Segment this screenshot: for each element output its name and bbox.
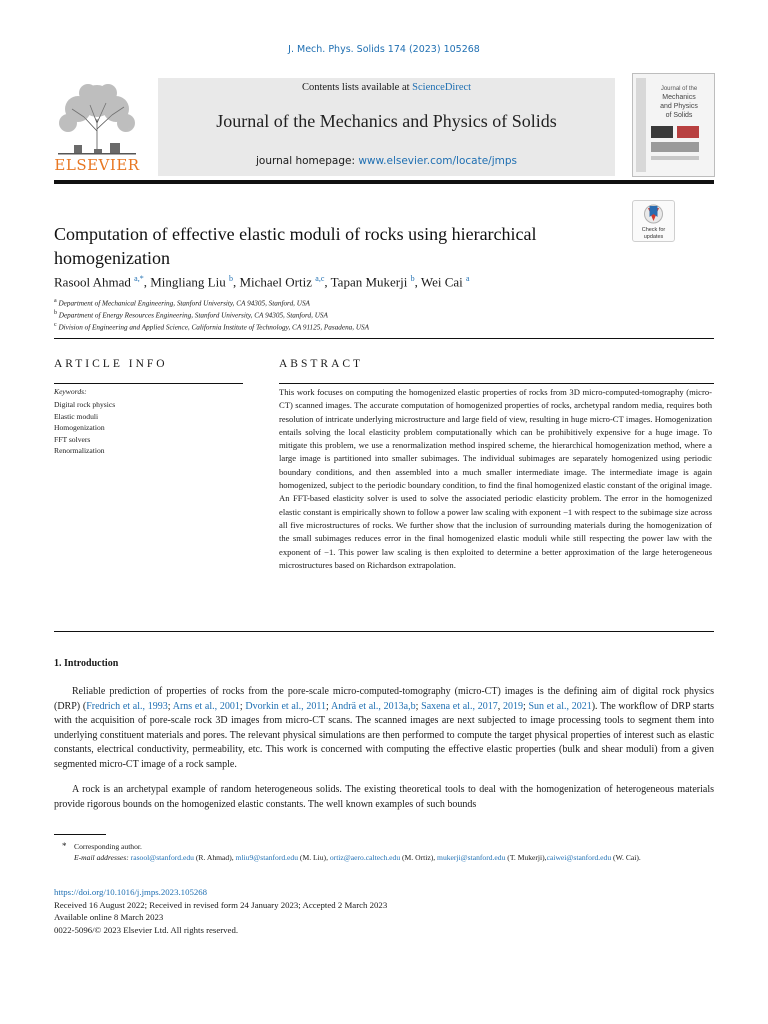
citation-link[interactable]: Fredrich et al., 1993 <box>86 700 168 712</box>
affiliation-marker: a <box>54 298 57 304</box>
affiliation-a <box>54 298 714 307</box>
keyword-item: Renormalization <box>54 446 105 456</box>
keyword-item: FFT solvers <box>54 434 91 444</box>
citation-link[interactable]: 2019 <box>502 700 523 712</box>
affiliation-text: Division of Engineering and Applied Science, California Institute of Technology, CA 91125, Pasadena, USA <box>58 323 370 332</box>
cover-title-line-3: and Physics <box>660 103 698 110</box>
author-name: Michael Ortiz <box>239 274 313 290</box>
paragraph-text: , <box>497 700 503 712</box>
affiliation-divider <box>54 338 714 339</box>
affiliation-marker: c <box>54 322 57 328</box>
affiliation-text: Department of Energy Resources Engineering, Stanford University, CA 94305, Stanford, USA <box>58 311 328 320</box>
cover-title-line-4: of Solids <box>665 112 693 119</box>
citation-link[interactable]: Arns et al., 2001 <box>172 700 240 712</box>
abstract-rule <box>279 383 714 384</box>
check-for-updates-badge[interactable] <box>632 200 675 242</box>
check-badge-line-1: Check for <box>641 227 666 233</box>
pubinfo-block <box>54 886 387 936</box>
paragraph-text: ; <box>167 700 173 712</box>
paragraph-text: ; <box>522 700 529 712</box>
footnote-rule <box>54 834 106 835</box>
abstract-bottom-divider <box>54 631 714 632</box>
author-affiliation-marker[interactable]: a,c <box>315 274 325 283</box>
paper-title: Computation of effective elastic moduli of rocks using hierarchical homogenization <box>54 224 537 268</box>
journal-title: Journal of the Mechanics and Physics of Solids <box>216 111 557 131</box>
author-affiliation-marker[interactable]: b <box>410 274 415 283</box>
check-for-updates-icon <box>633 201 674 241</box>
keywords-label: Keywords: <box>54 387 87 396</box>
copyright-line: 0022-5096/© 2023 Elsevier Ltd. All rights reserved. <box>54 924 239 935</box>
affiliation-c <box>54 322 714 331</box>
article-info-rule <box>54 383 243 384</box>
affiliation-b <box>54 310 714 319</box>
elsevier-wordmark: ELSEVIER <box>54 156 140 174</box>
introduction-paragraph-2: A rock is an archetypal example of random heterogeneous solids. The existing theoretical tools to deal with the homogenization of heterogeneous materials provide rigorous bounds on the homogenized elastic constants. The well known examples of such bounds <box>54 784 714 810</box>
corresponding-text: Corresponding author. <box>74 842 142 851</box>
abstract-body: This work focuses on computing the homogenized elastic properties of rocks from 3D micro-computed-tomography (micro-CT) scanned images. The accurate computation of homogenized properties of rocks, archetypal random media, requires both resolution of intricate underlying microstructure and large field of view, resulting in huge micro-CT images. Homogenization entails solving the local elasticity problem computationally which can be prohibitively expensive for a huge image. To mitigate this problem, we use a renormalization method inspired scheme, the hierarchical homogenization method, where a large image is partitioned into smaller subimages. The individual subimages are separately homogenized using periodic boundary conditions, and then assembled into a much smaller intermediate image. The intermediate image is again homogenized, subject to the periodic boundary condition, to find the final homogenized elastic constant of the original image. An FFT-based elasticity solver is used to solve the associated periodic elasticity problem. The error in the homogenized elastic constant is empirically shown to follow a power law scaling with exponent −1 with respect to the subimage size across all five microstructures of rocks. We further show that the inclusion of surrounding materials during the homogenization of the small subimages reduces error in the final homogenized elastic moduli while still respecting the power law with the exponent of −1. This power law scaling is then exploited to determine a better approximation of the large heterogeneous microstructures based on Richardson extrapolation. <box>279 387 712 570</box>
email-link[interactable]: caiwei@stanford.edu <box>546 853 612 862</box>
author-name: Mingliang Liu <box>150 274 226 290</box>
introduction-paragraph-1 <box>54 685 714 772</box>
author-affiliation-marker[interactable]: a,* <box>134 274 144 283</box>
keyword-item: Digital rock physics <box>54 400 116 409</box>
author-name: Tapan Mukerji <box>330 274 408 290</box>
cover-title-line-1: Journal of the <box>660 86 698 92</box>
paragraph-text: ; <box>415 700 422 712</box>
email-label: E-mail addresses: <box>74 853 131 862</box>
contents-available-line <box>158 82 615 93</box>
check-badge-line-2: updates <box>643 234 664 240</box>
journal-homepage-line <box>158 155 615 167</box>
citation-link[interactable]: Sun et al., 2021 <box>528 700 592 712</box>
citation-link[interactable]: Andrä et al., 2013a,b <box>331 700 416 712</box>
email-owner: (M. Liu), <box>298 853 330 862</box>
email-link[interactable]: rasool@stanford.edu <box>130 853 194 862</box>
journal-masthead <box>158 78 615 176</box>
affiliation-marker: b <box>54 310 57 316</box>
email-owner: (T. Mukerji), <box>505 853 547 862</box>
citation-link[interactable]: Saxena et al., 2017 <box>421 700 498 712</box>
homepage-prefix: journal homepage: <box>256 155 359 167</box>
received-dates: Received 16 August 2022; Received in revised form 24 January 2023; Accepted 2 March 2023 <box>54 899 388 910</box>
paragraph-text: ; <box>326 700 332 712</box>
paragraph-text: ; <box>239 700 246 712</box>
paragraph-text: ). The workflow of DRP starts with the acquisition of pore-scale rock 3D images from micro-CT scans. The scanned images are next subjected to image processing tools to segment them into underlying constituent materials and pores. The relevant physical simulations are then performed to compute the target physical properties of interest such as elastic constants, electrical conductivity, permeability, etc. This work is concerned with computing the effective elastic properties (bulk and shear moduli) from a given segmented micro-CT image of a rock sample. <box>54 700 715 770</box>
paragraph-text: Reliable prediction of properties of rocks from the pore-scale micro-computed-tomography (micro-CT) images is the defining aim of digital rock physics (DRP) ( <box>54 686 714 712</box>
email-addresses <box>74 852 712 864</box>
journal-citation[interactable]: J. Mech. Phys. Solids 174 (2023) 105268 <box>288 44 480 55</box>
journal-cover-thumbnail[interactable] <box>632 73 715 177</box>
author-affiliation-marker[interactable]: b <box>228 274 233 283</box>
introduction-heading: 1. Introduction <box>54 658 119 669</box>
email-link[interactable]: mukerji@stanford.edu <box>437 853 506 862</box>
header-divider <box>54 180 714 184</box>
author-name: Wei Cai <box>420 274 463 290</box>
keyword-item: Homogenization <box>54 423 105 433</box>
email-owner: (R. Ahmad), <box>193 853 236 862</box>
abstract-heading: ABSTRACT <box>279 358 364 370</box>
author-name: Rasool Ahmad <box>54 274 131 290</box>
keyword-item: Elastic moduli <box>54 411 99 421</box>
journal-cover-image <box>633 74 714 176</box>
cover-title-line-2: Mechanics <box>662 94 696 101</box>
email-link[interactable]: mliu9@stanford.edu <box>235 853 299 862</box>
email-owner: (W. Cai). <box>611 853 641 862</box>
citation-link[interactable]: Dvorkin et al., 2011 <box>245 700 327 712</box>
sciencedirect-link[interactable]: ScienceDirect <box>412 82 472 93</box>
doi-link[interactable]: https://doi.org/10.1016/j.jmps.2023.105268 <box>54 887 208 897</box>
journal-homepage-link[interactable]: www.elsevier.com/locate/jmps <box>358 155 517 167</box>
affiliation-text: Department of Mechanical Engineering, Stanford University, CA 94305, Stanford, USA <box>58 299 310 308</box>
article-info-heading: ARTICLE INFO <box>54 358 168 370</box>
available-online: Available online 8 March 2023 <box>54 912 164 922</box>
keyword-list <box>54 399 115 457</box>
contents-prefix: Contents lists available at <box>301 82 413 93</box>
email-owner: (M. Ortiz), <box>400 853 438 862</box>
author-list: Rasool Ahmad $^{a,*}$, Mingliang Liu $^b$, Michael Ortiz $^{a,c}$, Tapan Mukerji $^b$, Wei Cai $^a$ <box>54 274 470 290</box>
corresponding-asterisk: * <box>62 841 67 851</box>
author-affiliation-marker[interactable]: a <box>466 274 470 283</box>
email-link[interactable]: ortiz@aero.caltech.edu <box>329 853 401 862</box>
